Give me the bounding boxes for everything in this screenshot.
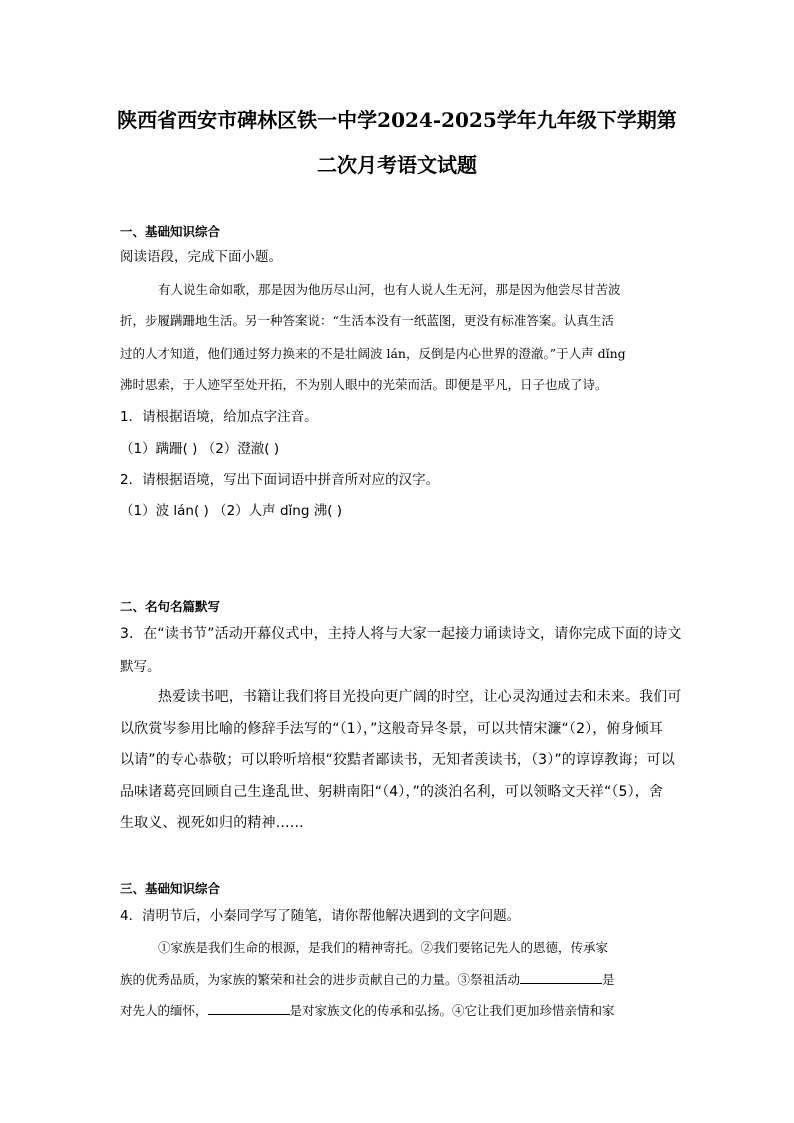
section2-passage-line: 以请”的专心恭敬；可以聆听培根“狡黠者鄙读书，无知者羡读书，（3）”的谆谆教诲；可以 — [120, 752, 675, 768]
section3-passage-text: 对先人的缅怀， — [120, 1003, 208, 1018]
answer-blank — [208, 1002, 290, 1015]
section2-passage-line: 以欣赏岑参用比喻的修辞手法写的“（1），”这般奇异冬景，可以共情宋濂“（2），俯身倾耳 — [120, 721, 664, 737]
section3-passage-text: 是 — [602, 972, 615, 987]
question-2: 2．请根据语境，写出下面词语中拼音所对应的汉字。 — [120, 472, 440, 488]
section1-instruction: 阅读语段，完成下面小题。 — [120, 249, 282, 265]
section3-heading: 三、基础知识综合 — [120, 881, 221, 896]
question-3: 3．在“读书节”活动开幕仪式中，主持人将与大家一起接力诵读诗文，请你完成下面的诗文 — [120, 626, 682, 642]
section1-passage-line: 折，步履蹒跚地生活。另一种答案说：“生活本没有一纸蓝图，更没有标准答案。认真生活 — [120, 313, 614, 328]
section3-passage-text: 是对家族文化的传承和弘扬。④它让我们更加珍惜亲情和家 — [289, 1003, 615, 1018]
section1-passage-line: 有人说生命如歌，那是因为他历尽山河，也有人说人生无河，那是因为他尝尽甘苦波 — [158, 282, 621, 297]
question-4: 4．清明节后，小秦同学写了随笔，请你帮他解决遇到的文字问题。 — [120, 908, 521, 924]
section1-passage-line: 沸时思索，于人迹罕至处开拓，不为别人眼中的光荣而活。即便是平凡，日子也成了诗。 — [120, 377, 608, 392]
section3-passage-line: ①家族是我们生命的根源，是我们的精神寄托。②我们要铭记先人的恩德，传承家 — [158, 940, 609, 955]
page-title-line2: 二次月考语文试题 — [317, 153, 477, 177]
section1-passage-line: 过的人才知道，他们通过努力换来的不是壮阔波 lán，反倒是内心世界的澄澈。”于人声 dǐng — [120, 346, 626, 361]
answer-blank — [520, 971, 602, 984]
section3-passage-line — [120, 970, 674, 988]
section1-heading: 一、基础知识综合 — [120, 224, 221, 239]
section3-passage-line — [120, 1001, 674, 1019]
question-1: 1．请根据语境，给加点字注音。 — [120, 409, 318, 425]
section2-passage-line: 品味诸葛亮回顾自己生逢乱世、躬耕南阳“（4），”的淡泊名利，可以领略文天祥“（5），舍 — [120, 784, 664, 800]
question-2-items: （1）波 lán( ) （2）人声 dǐng 沸( ) — [120, 503, 343, 519]
section2-passage-line: 生取义、视死如归的精神…… — [120, 815, 304, 831]
section3-passage-text: 族的优秀品质，为家族的繁荣和社会的进步贡献自己的力量。③祭祖活动 — [120, 972, 521, 987]
section2-heading: 二、名句名篇默写 — [120, 599, 221, 614]
question-3-continued: 默写。 — [120, 659, 161, 675]
section2-passage-line: 热爱读书吧，书籍让我们将目光投向更广阔的时空，让心灵沟通过去和未来。我们可 — [158, 689, 682, 705]
question-1-items: （1）蹒跚( ) （2）澄澈( ) — [120, 441, 280, 457]
page-title-line1: 陕西省西安市碑林区铁一中学2024-2025学年九年级下学期第 — [117, 108, 677, 132]
